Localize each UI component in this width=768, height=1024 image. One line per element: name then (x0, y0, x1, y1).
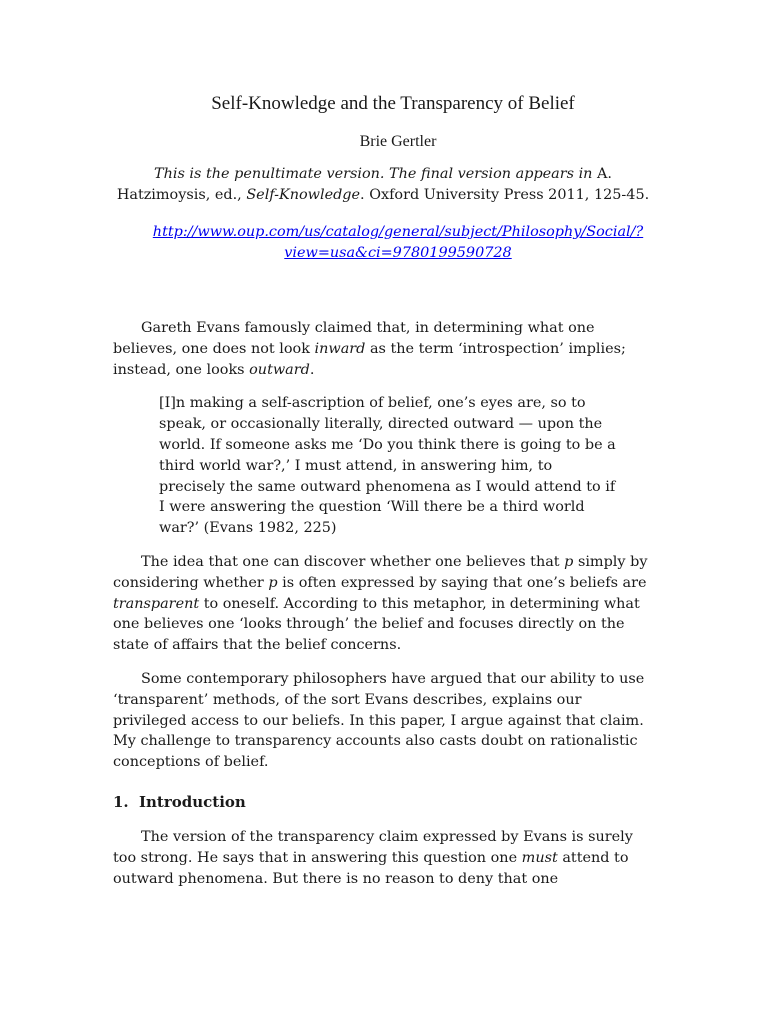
catalog-link[interactable] (143, 222, 653, 263)
text-run: is often expressed by saying that one’s beliefs are (277, 574, 647, 591)
section-number: 1. (113, 792, 129, 811)
version-note-italic: This is the penultimate version. The final version appears in (153, 166, 593, 182)
text-run: The version of the transparency claim expressed by Evans is surely too strong. He says that in answering this question one (113, 828, 633, 866)
text-run: Gareth Evans famously claimed that, in determining what one believes, one does not look (113, 320, 595, 357)
paper-author: Brie Gertler (359, 133, 437, 150)
emphasis-p: p (268, 574, 278, 591)
text-run: . (309, 361, 315, 378)
paragraph-transparency-idea (113, 552, 653, 656)
emphasis-must: must (521, 849, 558, 866)
version-note-editor: A. Hatzimoysis, ed., (116, 166, 613, 203)
text-run: The idea that one can discover whether one believes that (141, 553, 565, 570)
paragraph-thesis: Some contemporary philosophers have argued that our ability to use ‘transparent’ methods, of the sort Evans describes, explains our privileged access to our beliefs. In this paper, I argue against that claim. My challenge to transparency accounts also casts doubt on rationalistic conceptions of belief. (113, 670, 645, 771)
paragraph-introduction (113, 827, 653, 889)
paper-title: Self-Knowledge and the Transparency of Belief (211, 93, 575, 114)
version-note-book: Self-Knowledge (246, 186, 361, 203)
emphasis-inward: inward (314, 340, 366, 357)
paragraph-evans-claim (113, 318, 653, 380)
section-title: Introduction (139, 792, 246, 811)
version-note-publisher: . Oxford University Press 2011, 125-45. (360, 186, 650, 203)
text-run: as the term ‘introspection’ implies; instead, one looks (113, 340, 626, 378)
catalog-link-line2: view=usa&ci=9780199590728 (284, 244, 512, 261)
emphasis-p: p (564, 553, 574, 570)
paper-page (113, 92, 653, 889)
section-heading-introduction (113, 791, 653, 813)
version-note (113, 164, 653, 205)
emphasis-outward: outward (249, 361, 310, 378)
text-run: attend to outward phenomena. But there is no reason to deny that one (113, 849, 629, 887)
catalog-link-line1: http://www.oup.com/us/catalog/general/subject/Philosophy/Social/? (152, 224, 644, 240)
emphasis-transparent: transparent (113, 595, 200, 612)
text-run: simply by considering whether (113, 553, 648, 591)
text-run: to oneself. According to this metaphor, in determining what one believes one ‘looks through’ the belief and focuses directly on the state of affairs that the belief concerns. (113, 595, 640, 654)
block-quote-evans: [I]n making a self-ascription of belief, one’s eyes are, so to speak, or occasionally literally, directed outward — upon the world. If someone asks me ‘Do you think there is going to be a third world war?,’ I must attend, in answering him, to precisely the same outward phenomena as I would attend to if I were answering the question ‘Will there be a third world war?’ (Evans 1982, 225) (159, 395, 616, 537)
